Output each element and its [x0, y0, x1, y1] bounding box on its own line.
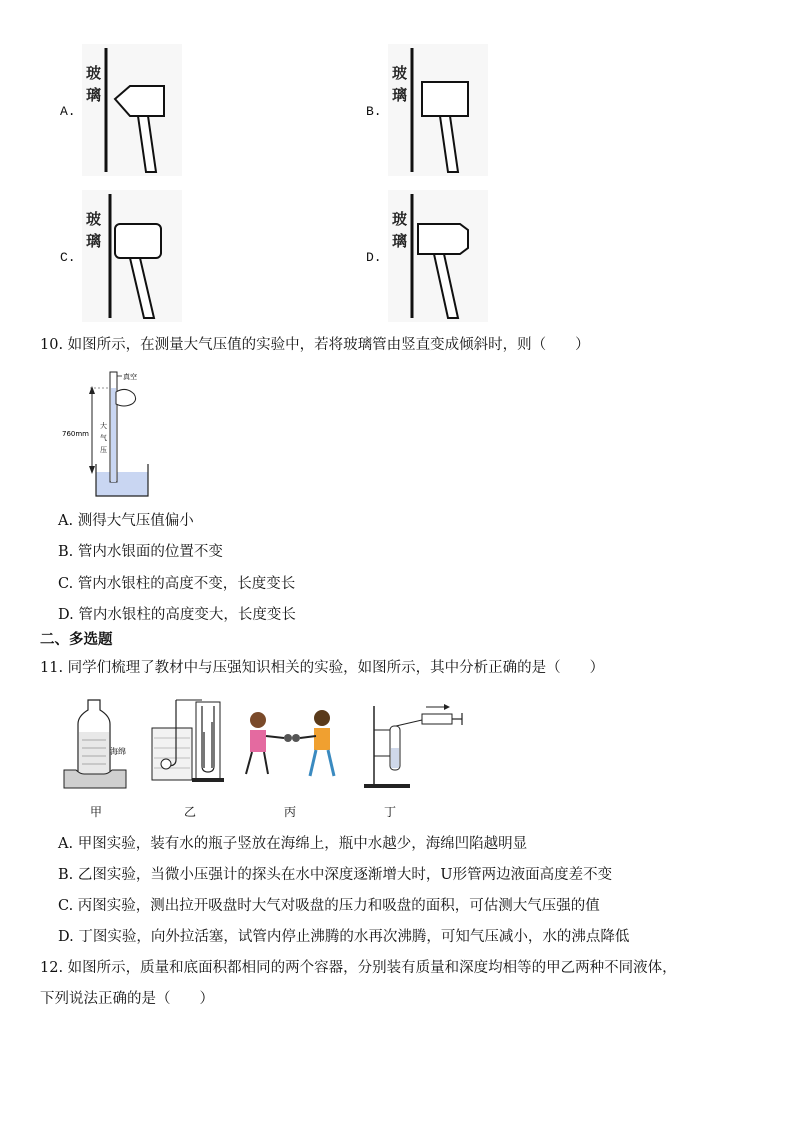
atm-label-1: 大: [100, 422, 107, 430]
q10-option-d: D. 管内水银柱的高度变大，长度变长: [58, 607, 296, 623]
atm-label-3: 压: [100, 446, 107, 454]
figure-jia: [60, 692, 140, 792]
q10-option-c: C. 管内水银柱的高度不变，长度变长: [58, 576, 296, 592]
option-letter-a: A.: [60, 104, 76, 119]
torricelli-figure: [60, 364, 160, 500]
caption-ding: 丁: [384, 805, 397, 819]
atm-label-2: 气: [100, 434, 107, 442]
q12-stem-line1: 12. 如图所示，质量和底面积都相同的两个容器，分别装有质量和深度均相等的甲乙两种不同液体，: [40, 960, 677, 976]
q12-stem-line2: 下列说法正确的是（ ）: [40, 991, 214, 1007]
height-label: 760mm: [62, 430, 89, 438]
glass-label-a: 玻璃: [86, 64, 102, 104]
q10-option-a: A. 测得大气压值偏小: [58, 513, 194, 529]
option-letter-c: C.: [60, 250, 76, 265]
figure-yi: [148, 692, 228, 792]
caption-bing: 丙: [284, 805, 297, 819]
option-letter-d: D.: [366, 250, 382, 265]
vacuum-label: 真空: [123, 373, 137, 381]
q11-stem: 11. 同学们梳理了教材中与压强知识相关的实验，如图所示，其中分析正确的是（ ）: [40, 660, 605, 676]
q11-option-c: C. 丙图实验，测出拉开吸盘时大气对吸盘的压力和吸盘的面积，可估测大气压强的值: [58, 898, 600, 914]
caption-jia: 甲: [90, 805, 103, 819]
q11-option-a: A. 甲图实验，装有水的瓶子竖放在海绵上，瓶中水越少，海绵凹陷越明显: [58, 836, 528, 852]
glass-label-b: 玻璃: [392, 64, 408, 104]
caption-yi: 乙: [184, 805, 197, 819]
q10-stem: 10. 如图所示，在测量大气压值的实验中，若将玻璃管由竖直变成倾斜时，则（ ）: [40, 337, 590, 353]
glass-label-d: 玻璃: [392, 210, 408, 250]
sponge-label: 海绵: [110, 747, 126, 756]
option-letter-b: B.: [366, 104, 382, 119]
figure-bing: [238, 708, 342, 788]
q11-option-d: D. 丁图实验，向外拉活塞，试管内停止沸腾的水再次沸腾，可知气压减小，水的沸点降低: [58, 929, 630, 945]
section-heading: 二、多选题: [40, 632, 113, 648]
glass-label-c: 玻璃: [86, 210, 102, 250]
q10-option-b: B. 管内水银面的位置不变: [58, 544, 223, 560]
q11-option-b: B. 乙图实验，当微小压强计的探头在水中深度逐渐增大时，U形管两边液面高度差不变: [58, 867, 613, 883]
figure-ding: [360, 700, 470, 792]
